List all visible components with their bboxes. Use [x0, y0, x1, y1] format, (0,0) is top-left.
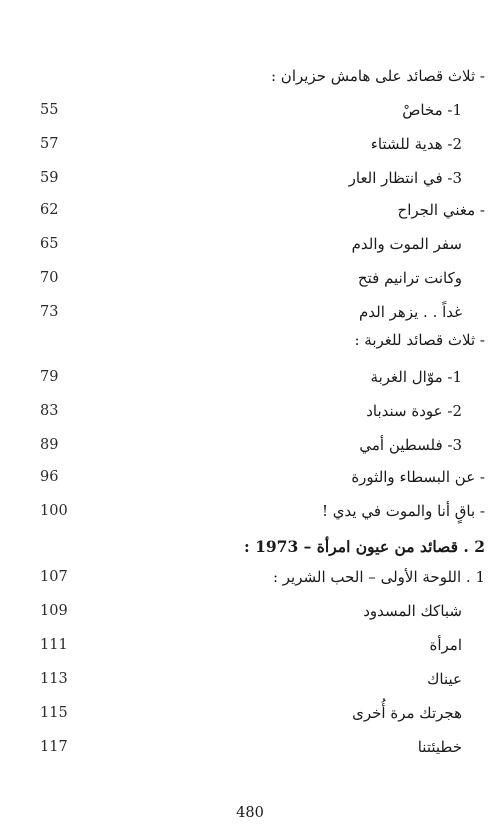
- toc-entry-page: 55: [40, 102, 59, 118]
- toc-entry-page: 79: [40, 369, 59, 385]
- toc-row: [0, 266, 500, 290]
- toc-entry-title: 1- مخاصْ: [402, 101, 462, 119]
- toc-row: [0, 399, 500, 423]
- toc-row: [0, 166, 500, 190]
- toc-entry-page: 59: [40, 170, 59, 186]
- toc-entry-title: - مغني الجراح: [397, 201, 485, 219]
- toc-entry-title: - ثلاث قصائد للغربة :: [354, 331, 485, 349]
- toc-entry-title: امرأة: [429, 636, 462, 654]
- toc-row: [0, 198, 500, 222]
- toc-entry-page: 109: [40, 603, 68, 619]
- toc-entry-title: وكانت ترانيم فتح: [357, 269, 462, 287]
- toc-section-heading: [0, 535, 500, 559]
- toc-row: [0, 232, 500, 256]
- toc-entry-title: - باقٍ أنا والموت في يدي !: [322, 502, 485, 520]
- toc-entry-title: 3- فلسطين أمي: [359, 436, 462, 454]
- toc-row: [0, 499, 500, 523]
- toc-entry-page: 70: [40, 270, 59, 286]
- toc-row: [0, 433, 500, 457]
- toc-entry-title: 3- في انتظار العار: [348, 169, 462, 187]
- toc-row: [0, 365, 500, 389]
- toc-entry-page: 62: [40, 202, 59, 218]
- toc-row: [0, 64, 500, 88]
- toc-entry-page: 113: [40, 671, 68, 687]
- toc-entry-page: 96: [40, 469, 59, 485]
- toc-row: [0, 633, 500, 657]
- toc-entry-title: 2- عودة سندباد: [366, 402, 462, 420]
- toc-entry-title: هجرتك مرة أُخرى: [352, 704, 462, 722]
- toc-entry-page: 115: [40, 705, 68, 721]
- toc-entry-title: 1 . اللوحة الأولى – الحب الشرير :: [272, 568, 485, 586]
- toc-entry-title: شباكك المسدود: [363, 602, 462, 620]
- toc-row: [0, 667, 500, 691]
- toc-row: [0, 300, 500, 324]
- toc-entry-title: - عن البسطاء والثورة: [351, 468, 485, 486]
- toc-row: [0, 132, 500, 156]
- toc-entry-title: 2- هدية للشتاء: [370, 135, 462, 153]
- toc-entry-page: 117: [40, 739, 68, 755]
- toc-row: [0, 701, 500, 725]
- toc-row: [0, 735, 500, 759]
- toc-entry-page: 89: [40, 437, 59, 453]
- toc-row: [0, 565, 500, 589]
- toc-entry-title: خطيئتنا: [417, 738, 462, 756]
- toc-entry-page: 57: [40, 136, 59, 152]
- toc-entry-page: 111: [40, 637, 68, 653]
- toc-entry-page: 73: [40, 304, 59, 320]
- toc-row: [0, 98, 500, 122]
- toc-entry-page: 107: [40, 569, 68, 585]
- toc-entry-page: 83: [40, 403, 59, 419]
- toc-row: [0, 599, 500, 623]
- toc-entry-title: عيناك: [427, 670, 462, 688]
- toc-entry-title: - ثلاث قصائد على هامش حزيران :: [270, 67, 485, 85]
- page-number: 480: [236, 805, 264, 821]
- toc-entry-title: 2 . قصائد من عيون امرأة – 1973 :: [243, 537, 485, 556]
- toc-entry-page: 100: [40, 503, 68, 519]
- toc-entry-title: سفر الموت والدم: [351, 235, 462, 253]
- toc-entry-title: 1- موّال الغربة: [370, 368, 462, 386]
- toc-row: [0, 328, 500, 352]
- toc-entry-page: 65: [40, 236, 59, 252]
- toc-entry-title: غداً . . يزهر الدم: [358, 303, 462, 321]
- toc-row: [0, 465, 500, 489]
